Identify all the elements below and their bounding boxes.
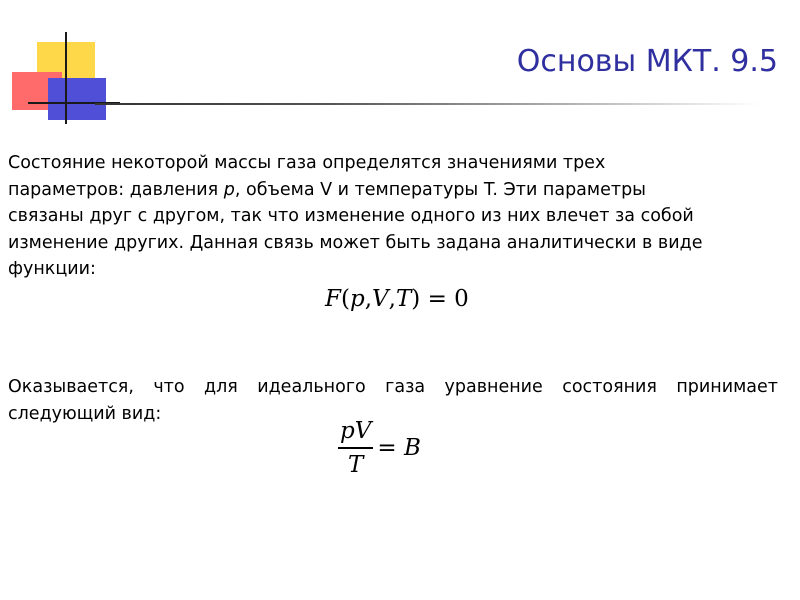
paragraph-state-parameters [8,150,778,283]
paragraph-ideal-gas: Оказывается, что для идеального газа уравнение состояния принимает следующий вид: [8,377,778,424]
formula1-v: V [372,286,389,312]
formula2-fraction [338,418,373,478]
formula1-t: T [395,286,412,312]
paragraph1-line2b: , объема V и температуры T. Эти параметры [234,179,646,200]
paragraph1-line2a: параметров: давления [8,179,224,200]
paragraph1-line4: изменение других. Данная связь может быть задана аналитически в виде [8,232,703,253]
formula1-func: F [325,286,341,312]
formula2-numerator: pV [340,418,372,444]
state-function-formula [325,286,469,312]
slide-title: Основы МКТ. 9.5 [516,44,778,79]
formula1-eq: = 0 [420,286,469,312]
paragraph1-line3: связаны друг с другом, так что изменение одного из них влечет за собой [8,206,694,226]
pressure-symbol: p [223,179,235,200]
paragraph1-line5: функции: [8,259,96,279]
title-divider [95,103,760,105]
formula1-p: p [349,286,365,312]
logo-blue-square [48,78,106,120]
formula2-rhs-group [377,435,421,461]
formula1-comma1: , [364,286,372,312]
ideal-gas-formula [338,418,421,478]
formula1-close: ) [411,286,421,312]
paragraph1-line1: Состояние некоторой массы газа определятся значениями трех [8,153,606,173]
formula2-denominator: T [348,451,364,478]
formula1-open: ( [340,286,350,312]
formula2-eq: = [377,434,404,461]
formula2-rhs: B [403,434,421,461]
formula1-comma2: , [388,286,396,312]
